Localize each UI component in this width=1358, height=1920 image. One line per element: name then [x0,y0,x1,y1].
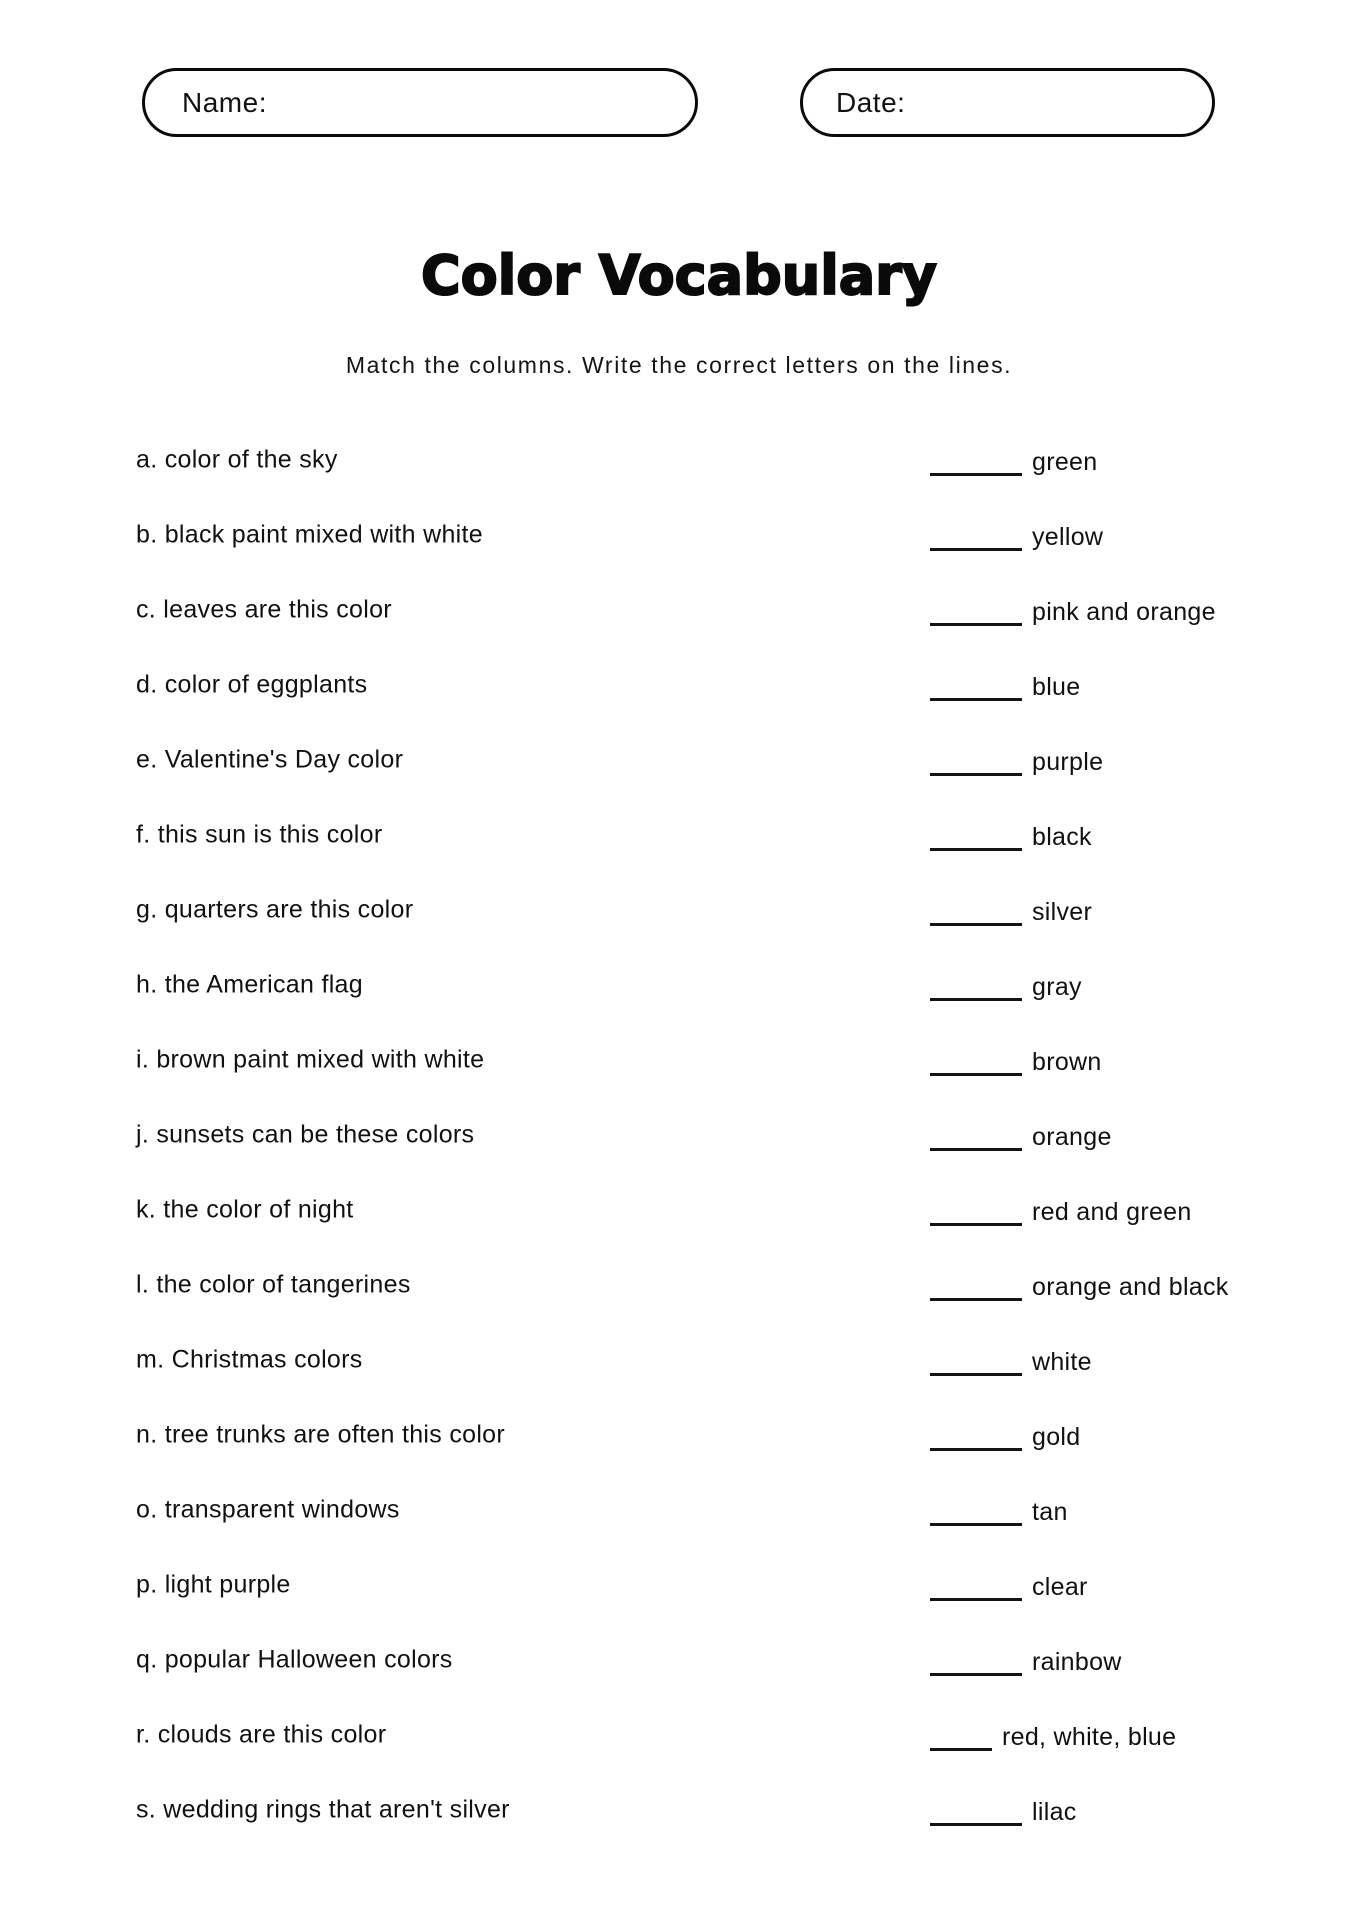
clue-text: s. wedding rings that aren't silver [136,1795,510,1823]
color-word: red, white, blue [1002,1722,1177,1751]
clue-text: l. the color of tangerines [136,1270,411,1298]
answer-blank[interactable] [930,599,1022,626]
color-word: orange [1032,1122,1112,1151]
answer-blank[interactable] [930,749,1022,776]
answer-group [930,593,1216,627]
match-row [0,1622,1358,1697]
match-row [0,1247,1358,1322]
color-word: purple [1032,747,1104,776]
answer-group [930,443,1097,477]
match-row [0,797,1358,872]
clue-text: b. black paint mixed with white [136,520,483,548]
match-row [0,1772,1358,1847]
answer-blank[interactable] [930,1274,1022,1301]
answer-group [930,1118,1112,1152]
color-word: white [1032,1347,1092,1376]
answer-blank[interactable] [930,1424,1022,1451]
clue-text: n. tree trunks are often this color [136,1420,506,1448]
match-row [0,572,1358,647]
color-word: black [1032,822,1092,851]
answer-group [930,1043,1102,1077]
answer-blank[interactable] [930,1574,1022,1601]
clue-text: g. quarters are this color [136,895,414,923]
answer-group [930,518,1103,552]
answer-blank[interactable] [930,1124,1022,1151]
match-row [0,947,1358,1022]
clue-text: j. sunsets can be these colors [136,1120,475,1148]
color-word: clear [1032,1572,1088,1601]
date-label: Date: [836,86,906,118]
date-field[interactable] [800,68,1215,137]
page-title: Color Vocabulary [420,244,938,307]
clue-text: d. color of eggplants [136,670,368,698]
color-word: gold [1032,1422,1081,1451]
color-word: orange and black [1032,1272,1229,1301]
answer-group [930,1793,1077,1827]
name-field[interactable] [142,68,698,137]
match-row [0,1097,1358,1172]
match-row [0,422,1358,497]
clue-text: f. this sun is this color [136,820,383,848]
clue-text: a. color of the sky [136,445,338,473]
match-row [0,1022,1358,1097]
clue-text: k. the color of night [136,1195,354,1223]
color-word: rainbow [1032,1647,1122,1676]
matching-list [0,422,1358,1847]
answer-group [930,1718,1176,1752]
color-word: tan [1032,1497,1068,1526]
clue-text: h. the American flag [136,970,363,998]
name-label: Name: [182,86,267,118]
answer-blank[interactable] [930,1499,1022,1526]
answer-group [930,1193,1192,1227]
color-word: yellow [1032,522,1104,551]
answer-blank[interactable] [930,1649,1022,1676]
answer-blank[interactable] [930,899,1022,926]
clue-text: o. transparent windows [136,1495,400,1523]
answer-blank[interactable] [930,449,1022,476]
match-row [0,1547,1358,1622]
match-row [0,1397,1358,1472]
clue-text: m. Christmas colors [136,1345,363,1373]
color-word: red and green [1032,1197,1192,1226]
clue-text: c. leaves are this color [136,595,392,623]
answer-group [930,893,1092,927]
answer-group [930,818,1092,852]
answer-group [930,1343,1092,1377]
answer-group [930,1493,1068,1527]
answer-group [930,1643,1122,1677]
answer-blank[interactable] [930,1724,992,1751]
answer-group [930,1418,1080,1452]
match-row [0,647,1358,722]
answer-blank[interactable] [930,1199,1022,1226]
answer-blank[interactable] [930,524,1022,551]
clue-text: e. Valentine's Day color [136,745,404,773]
answer-group [930,743,1103,777]
match-row [0,872,1358,947]
answer-group [930,968,1082,1002]
clue-text: q. popular Halloween colors [136,1645,453,1673]
match-row [0,1322,1358,1397]
clue-text: p. light purple [136,1570,291,1598]
color-word: gray [1032,972,1082,1001]
clue-text: r. clouds are this color [136,1720,387,1748]
answer-group [930,668,1080,702]
match-row [0,722,1358,797]
match-row [0,1472,1358,1547]
answer-blank[interactable] [930,1349,1022,1376]
answer-blank[interactable] [930,674,1022,701]
answer-blank[interactable] [930,824,1022,851]
color-word: blue [1032,672,1081,701]
color-word: pink and orange [1032,597,1216,626]
clue-text: i. brown paint mixed with white [136,1045,485,1073]
color-word: green [1032,447,1098,476]
color-word: silver [1032,897,1093,926]
answer-blank[interactable] [930,1049,1022,1076]
answer-blank[interactable] [930,974,1022,1001]
match-row [0,1697,1358,1772]
color-word: brown [1032,1047,1102,1076]
match-row [0,1172,1358,1247]
instructions-text: Match the columns. Write the correct letters on the lines. [345,352,1013,378]
color-word: lilac [1032,1797,1077,1826]
answer-blank[interactable] [930,1799,1022,1826]
answer-group [930,1568,1088,1602]
match-row [0,497,1358,572]
answer-group [930,1268,1229,1302]
